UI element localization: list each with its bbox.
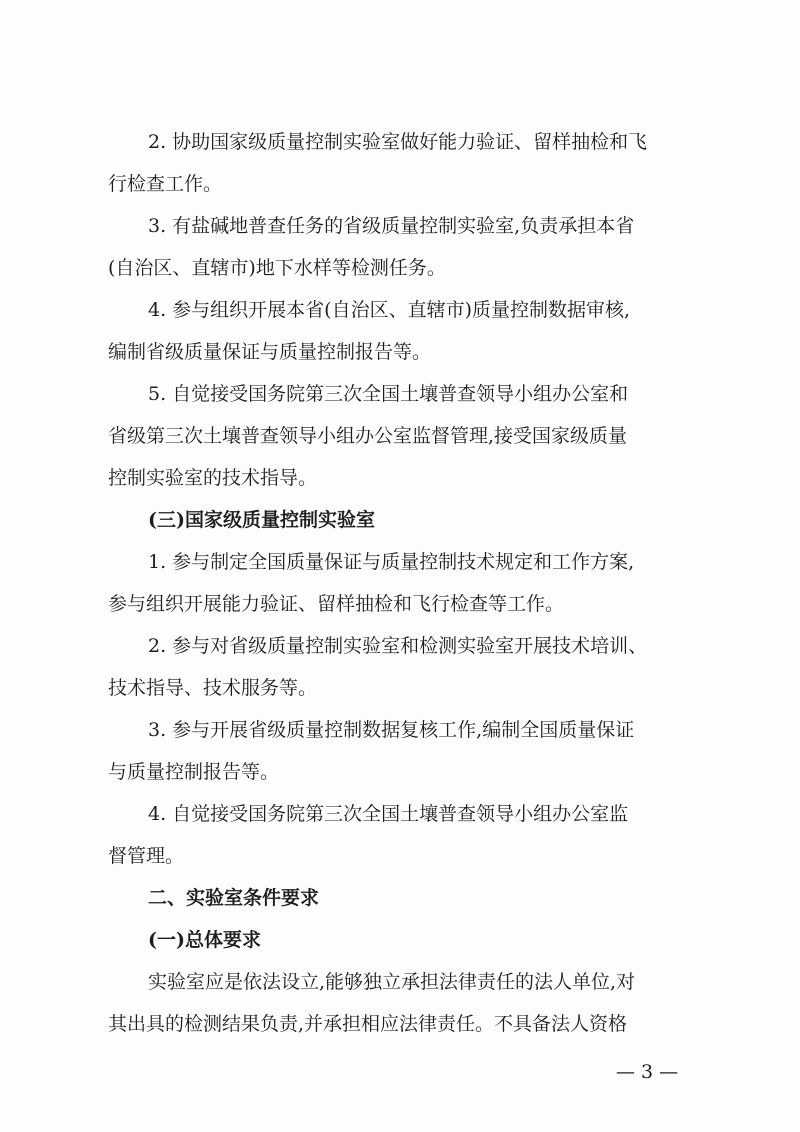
paragraph-line: (自治区、直辖市)地下水样等检测任务。	[108, 257, 446, 279]
paragraph-line: 控制实验室的技术指导。	[108, 467, 318, 489]
paragraph-line: 4. 自觉接受国务院第三次全国土壤普查领导小组办公室监	[148, 803, 629, 825]
paragraph-line: 省级第三次土壤普查领导小组办公室监督管理,接受国家级质量	[108, 425, 628, 447]
paragraph-line: 3. 参与开展省级质量控制数据复核工作,编制全国质量保证	[148, 719, 635, 741]
paragraph-line: 1. 参与制定全国质量保证与质量控制技术规定和工作方案,	[148, 551, 635, 573]
paragraph-line: 行检查工作。	[108, 173, 223, 195]
paragraph-line: 与质量控制报告等。	[108, 761, 280, 783]
paragraph-line: 其出具的检测结果负责,并承担相应法律责任。不具备法人资格	[108, 1013, 628, 1035]
paragraph-line: 3. 有盐碱地普查任务的省级质量控制实验室,负责承担本省	[148, 215, 635, 237]
section-heading: (三)国家级质量控制实验室	[148, 509, 375, 531]
paragraph-line: 编制省级质量保证与质量控制报告等。	[108, 341, 432, 363]
paragraph-line: 督管理。	[108, 845, 185, 867]
paragraph-line: 2. 协助国家级质量控制实验室做好能力验证、留样抽检和飞	[148, 131, 648, 153]
paragraph-line: 参与组织开展能力验证、留样抽检和飞行检查等工作。	[108, 593, 565, 615]
page-number: — 3 —	[616, 1061, 679, 1083]
paragraph-line: 技术指导、技术服务等。	[108, 677, 318, 699]
paragraph-line: 实验室应是依法设立,能够独立承担法律责任的法人单位,对	[148, 971, 636, 993]
paragraph-line: 4. 参与组织开展本省(自治区、直辖市)质量控制数据审核,	[148, 299, 631, 321]
part-heading: 二、实验室条件要求	[148, 887, 320, 909]
paragraph-line: 2. 参与对省级质量控制实验室和检测实验室开展技术培训、	[148, 635, 648, 657]
subsection-heading: (一)总体要求	[148, 929, 261, 951]
paragraph-line: 5. 自觉接受国务院第三次全国土壤普查领导小组办公室和	[148, 383, 629, 405]
